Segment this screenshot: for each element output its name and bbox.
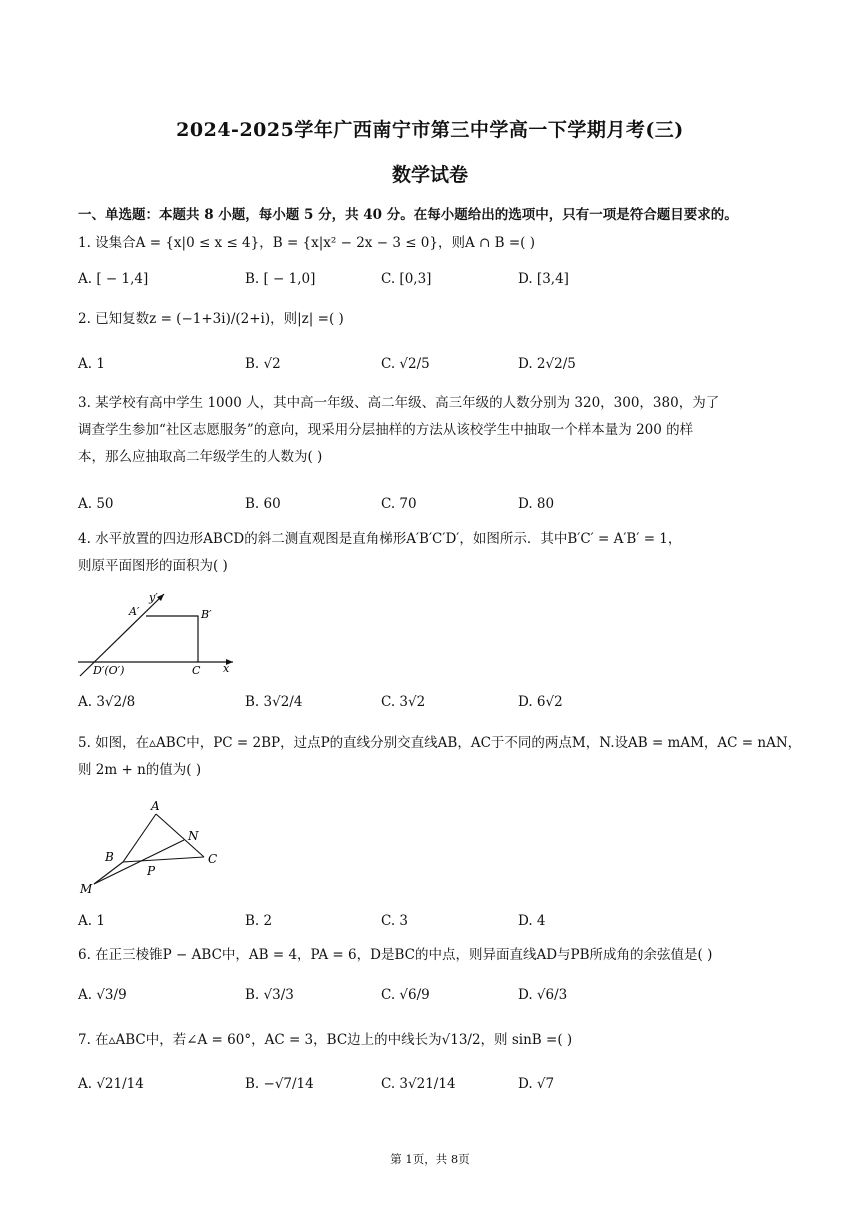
option-d: D. 4 [518, 913, 546, 929]
option-a: A. √3/9 [78, 987, 127, 1003]
label-x: x [223, 662, 230, 675]
option-a: A. √21/14 [78, 1076, 144, 1092]
option-b: B. √3/3 [245, 987, 294, 1003]
exam-title: 2024-2025学年广西南宁市第三中学高一下学期月考(三) [176, 119, 684, 141]
question-4-figure [78, 588, 248, 678]
label-b: B [105, 850, 114, 864]
question-4-line-1: 4. 水平放置的四边形ABCD的斜二测直观图是直角梯形A′B′C′D′，如图所示．其中B′C′ = A′B′ = 1， [78, 531, 682, 547]
option-d: D. √7 [518, 1076, 555, 1092]
label-b-prime: B′ [201, 608, 212, 621]
label-n: N [188, 829, 199, 843]
option-a: A. 3√2/8 [78, 694, 136, 710]
question-7-line-1: 7. 在▵ABC中，若∠A = 60°，AC = 3，BC边上的中线长为√13/2，则 sinB =( ) [78, 1032, 573, 1048]
question-1 [78, 230, 788, 257]
question-2-line-1: 2. 已知复数z = (−1+3i)/(2+i)，则|z| =( ) [78, 311, 344, 327]
option-c: C. [0,3] [381, 271, 432, 287]
label-y-prime: y′ [149, 591, 158, 604]
option-d: D. 6√2 [518, 694, 563, 710]
option-c: C. 3√2 [381, 694, 426, 710]
option-c: C. 3√21/14 [381, 1076, 456, 1092]
option-b: B. 3√2/4 [245, 694, 303, 710]
segment-bc [123, 857, 204, 862]
question-5 [78, 730, 802, 784]
question-3-options [78, 496, 778, 520]
question-6 [78, 942, 788, 969]
option-c: C. √2/5 [381, 356, 430, 372]
option-b: B. 2 [245, 913, 273, 929]
option-b: B. 60 [245, 496, 281, 512]
label-p: P [147, 864, 156, 878]
question-5-line-2: 则 2m + n的值为( ) [78, 762, 202, 778]
option-c: C. 3 [381, 913, 409, 929]
option-d: D. √6/3 [518, 987, 568, 1003]
question-2 [78, 306, 788, 333]
question-6-options [78, 987, 778, 1011]
question-2-options [78, 356, 778, 380]
trapezoid-edges [146, 616, 198, 662]
segment-ab [123, 814, 156, 862]
exam-subtitle: 数学试卷 [391, 164, 468, 186]
question-7 [78, 1027, 788, 1054]
question-7-options [78, 1076, 778, 1100]
label-c: C [208, 852, 218, 866]
question-5-figure [78, 796, 228, 901]
option-c: C. √6/9 [381, 987, 430, 1003]
question-5-line-1: 5. 如图，在▵ABC中，PC = 2BP，过点P的直线分别交直线AB，AC于不同的两点M，N.设AB = mAM，AC = nAN， [78, 735, 802, 751]
page-footer: 第 1页，共 8页 [390, 1152, 470, 1166]
option-b: B. −√7/14 [245, 1076, 314, 1092]
question-4-options [78, 694, 778, 718]
option-d: D. [3,4] [518, 271, 569, 287]
question-5-options [78, 913, 778, 937]
option-d: D. 80 [518, 496, 555, 512]
question-1-options [78, 271, 778, 295]
label-c: C [192, 664, 201, 677]
option-d: D. 2√2/5 [518, 356, 576, 372]
question-4 [78, 526, 788, 580]
question-3-line-1: 3. 某学校有高中学生 1000 人，其中高一年级、高二年级、高三年级的人数分别为 320，300，380，为了 [78, 395, 720, 411]
option-a: A. [ − 1,4] [78, 271, 149, 287]
option-c: C. 70 [381, 496, 417, 512]
question-4-line-2: 则原平面图形的面积为( ) [78, 558, 228, 574]
option-a: A. 1 [78, 356, 105, 372]
section-heading: 一、单选题：本题共 8 小题，每小题 5 分，共 40 分。在每小题给出的选项中，只有一项是符合题目要求的。 [78, 207, 738, 223]
question-3-line-2: 调查学生参加“社区志愿服务”的意向，现采用分层抽样的方法从该校学生中抽取一个样本量为 200 的样 [78, 422, 694, 438]
question-1-line-1: 1. 设集合A = {x|0 ≤ x ≤ 4}，B = {x|x² − 2x − 3 ≤ 0}，则A ∩ B =( ) [78, 235, 535, 251]
question-6-line-1: 6. 在正三棱锥P − ABC中，AB = 4，PA = 6，D是BC的中点，则异面直线AD与PB所成角的余弦值是( ) [78, 947, 713, 963]
question-3-line-3: 本，那么应抽取高二年级学生的人数为( ) [78, 449, 323, 465]
label-a-prime: A′ [129, 605, 140, 618]
label-m: M [80, 882, 93, 896]
label-d-prime-o-prime: D′(O′) [93, 664, 125, 677]
option-b: B. [ − 1,0] [245, 271, 316, 287]
option-a: A. 50 [78, 496, 114, 512]
option-a: A. 1 [78, 913, 105, 929]
label-a: A [151, 799, 160, 813]
question-3 [78, 390, 788, 471]
option-b: B. √2 [245, 356, 281, 372]
segment-mb [94, 862, 123, 884]
